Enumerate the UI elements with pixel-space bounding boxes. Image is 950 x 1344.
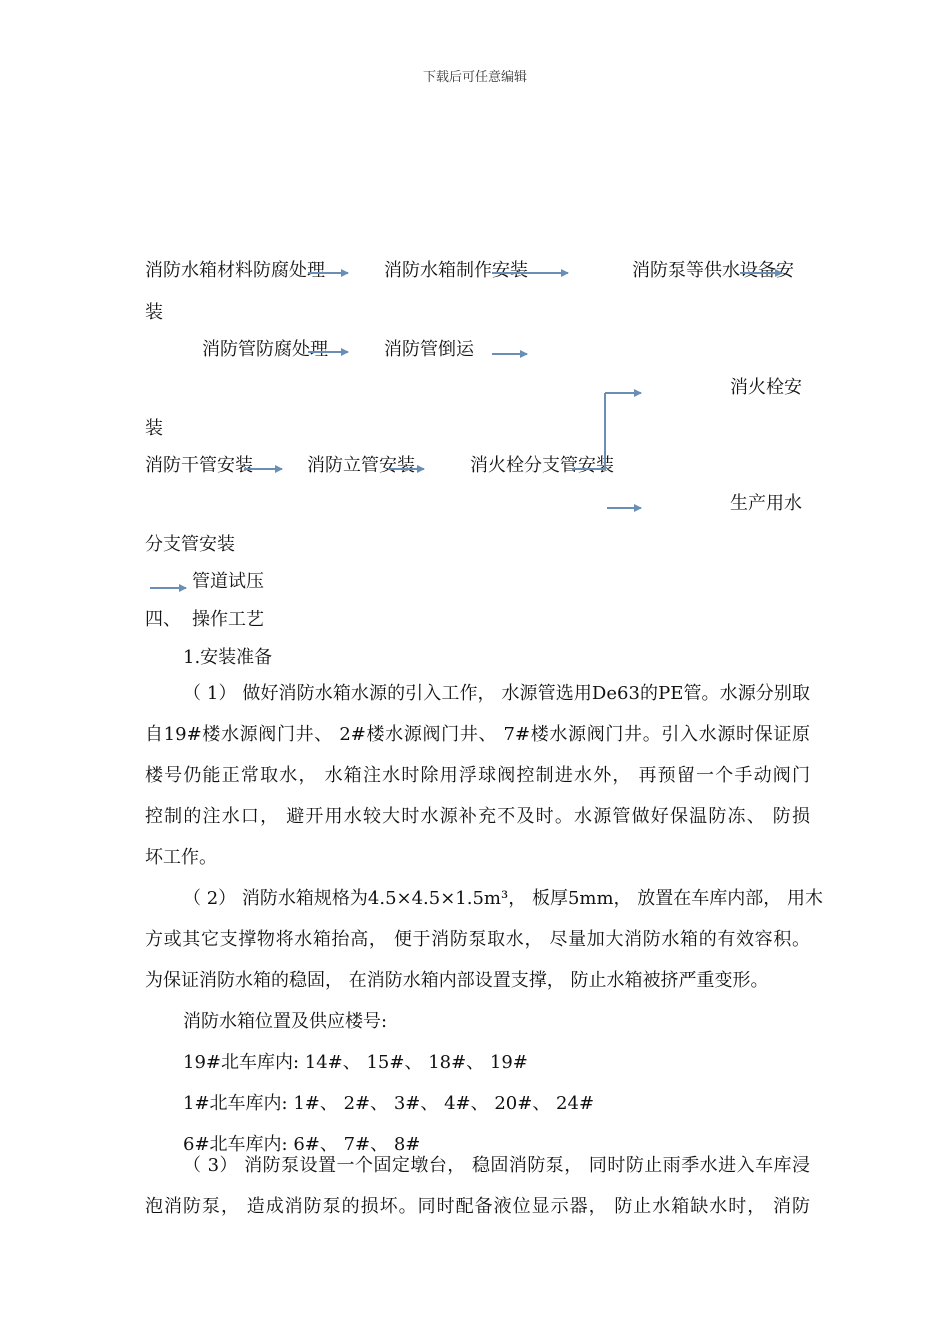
- section-heading: 操作工艺: [192, 609, 264, 630]
- flow-step-hydrant-branch: 消火栓分支管安装: [470, 455, 614, 476]
- tank-location-list: [145, 1001, 810, 1165]
- paragraph-line: 楼号仍能正常取水， 水箱注水时除用浮球阀控制进水外， 再预留一个手动阀门: [145, 765, 810, 786]
- flow-step-pressure-test: 管道试压: [192, 571, 264, 592]
- list-item: 1#北车库内: 1#、 2#、 3#、 4#、 20#、 24#: [183, 1093, 595, 1114]
- paragraph-line: 方或其它支撑物将水箱抬高， 便于消防泵取水， 尽量加大消防水箱的有效容积。: [145, 929, 810, 950]
- branch-connector: [572, 393, 605, 469]
- list-item: 19#北车库内: 14#、 15#、 18#、 19#: [183, 1052, 528, 1073]
- paragraph-line: 自19#楼水源阀门井、 2#楼水源阀门井、 7#楼水源阀门井。引入水源时保证原: [145, 724, 810, 745]
- paragraph-line: （ 1） 做好消防水箱水源的引入工作， 水源管选用De63的PE管。水源分别取: [183, 683, 810, 704]
- paragraph-line: 坏工作。: [145, 847, 217, 868]
- flow-step-tank-install: 消防水箱制作安装: [384, 260, 528, 281]
- flow-step-riser-pipe: 消防立管安装: [307, 455, 415, 476]
- flow-step-hydrant-install: 消火栓安: [730, 377, 802, 398]
- list-item: 6#北车库内: 6#、 7#、 8#: [183, 1134, 421, 1155]
- paragraph-line: 控制的注水口， 避开用水较大时水源补充不及时。水源管做好保温防冻、 防损: [145, 806, 810, 827]
- paragraph-line: （ 3） 消防泵设置一个固定墩台， 稳固消防泵， 同时防止雨季水进入车库浸: [183, 1155, 810, 1176]
- flow-step-main-pipe: 消防干管安装: [145, 455, 253, 476]
- sub-heading: 1.安装准备: [183, 647, 273, 668]
- flow-step-pipe-transport: 消防管倒运: [384, 339, 474, 360]
- flow-step-pipe-anticorrosion: 消防管防腐处理: [202, 339, 328, 360]
- page-header: 下载后可任意编辑: [422, 70, 527, 85]
- flow-step-production-water-wrap: 分支管安装: [145, 534, 235, 555]
- paragraph-1: [145, 673, 810, 878]
- flow-arrows: [0, 0, 950, 620]
- list-title: 消防水箱位置及供应楼号:: [183, 1011, 388, 1032]
- paragraph-line: 泡消防泵， 造成消防泵的损坏。同时配备液位显示器， 防止水箱缺水时， 消防: [145, 1196, 810, 1217]
- flow-step-production-water: 生产用水: [730, 493, 802, 514]
- paragraph-3: [145, 1145, 810, 1227]
- section-heading-number: 四、: [145, 609, 181, 630]
- paragraph-line: （ 2） 消防水箱规格为4.5×4.5×1.5m³， 板厚5mm， 放置在车库内部， 用木: [183, 888, 823, 909]
- paragraph-2: [145, 878, 823, 1001]
- flow-step-tank-anticorrosion: 消防水箱材料防腐处理: [145, 260, 325, 281]
- flow-step-hydrant-install-wrap: 装: [145, 418, 163, 439]
- paragraph-line: 为保证消防水箱的稳固， 在消防水箱内部设置支撑， 防止水箱被挤严重变形。: [145, 970, 769, 991]
- flow-step-pump-install-wrap: 装: [145, 302, 163, 323]
- flow-step-pump-install: 消防泵等供水设备安: [632, 260, 794, 281]
